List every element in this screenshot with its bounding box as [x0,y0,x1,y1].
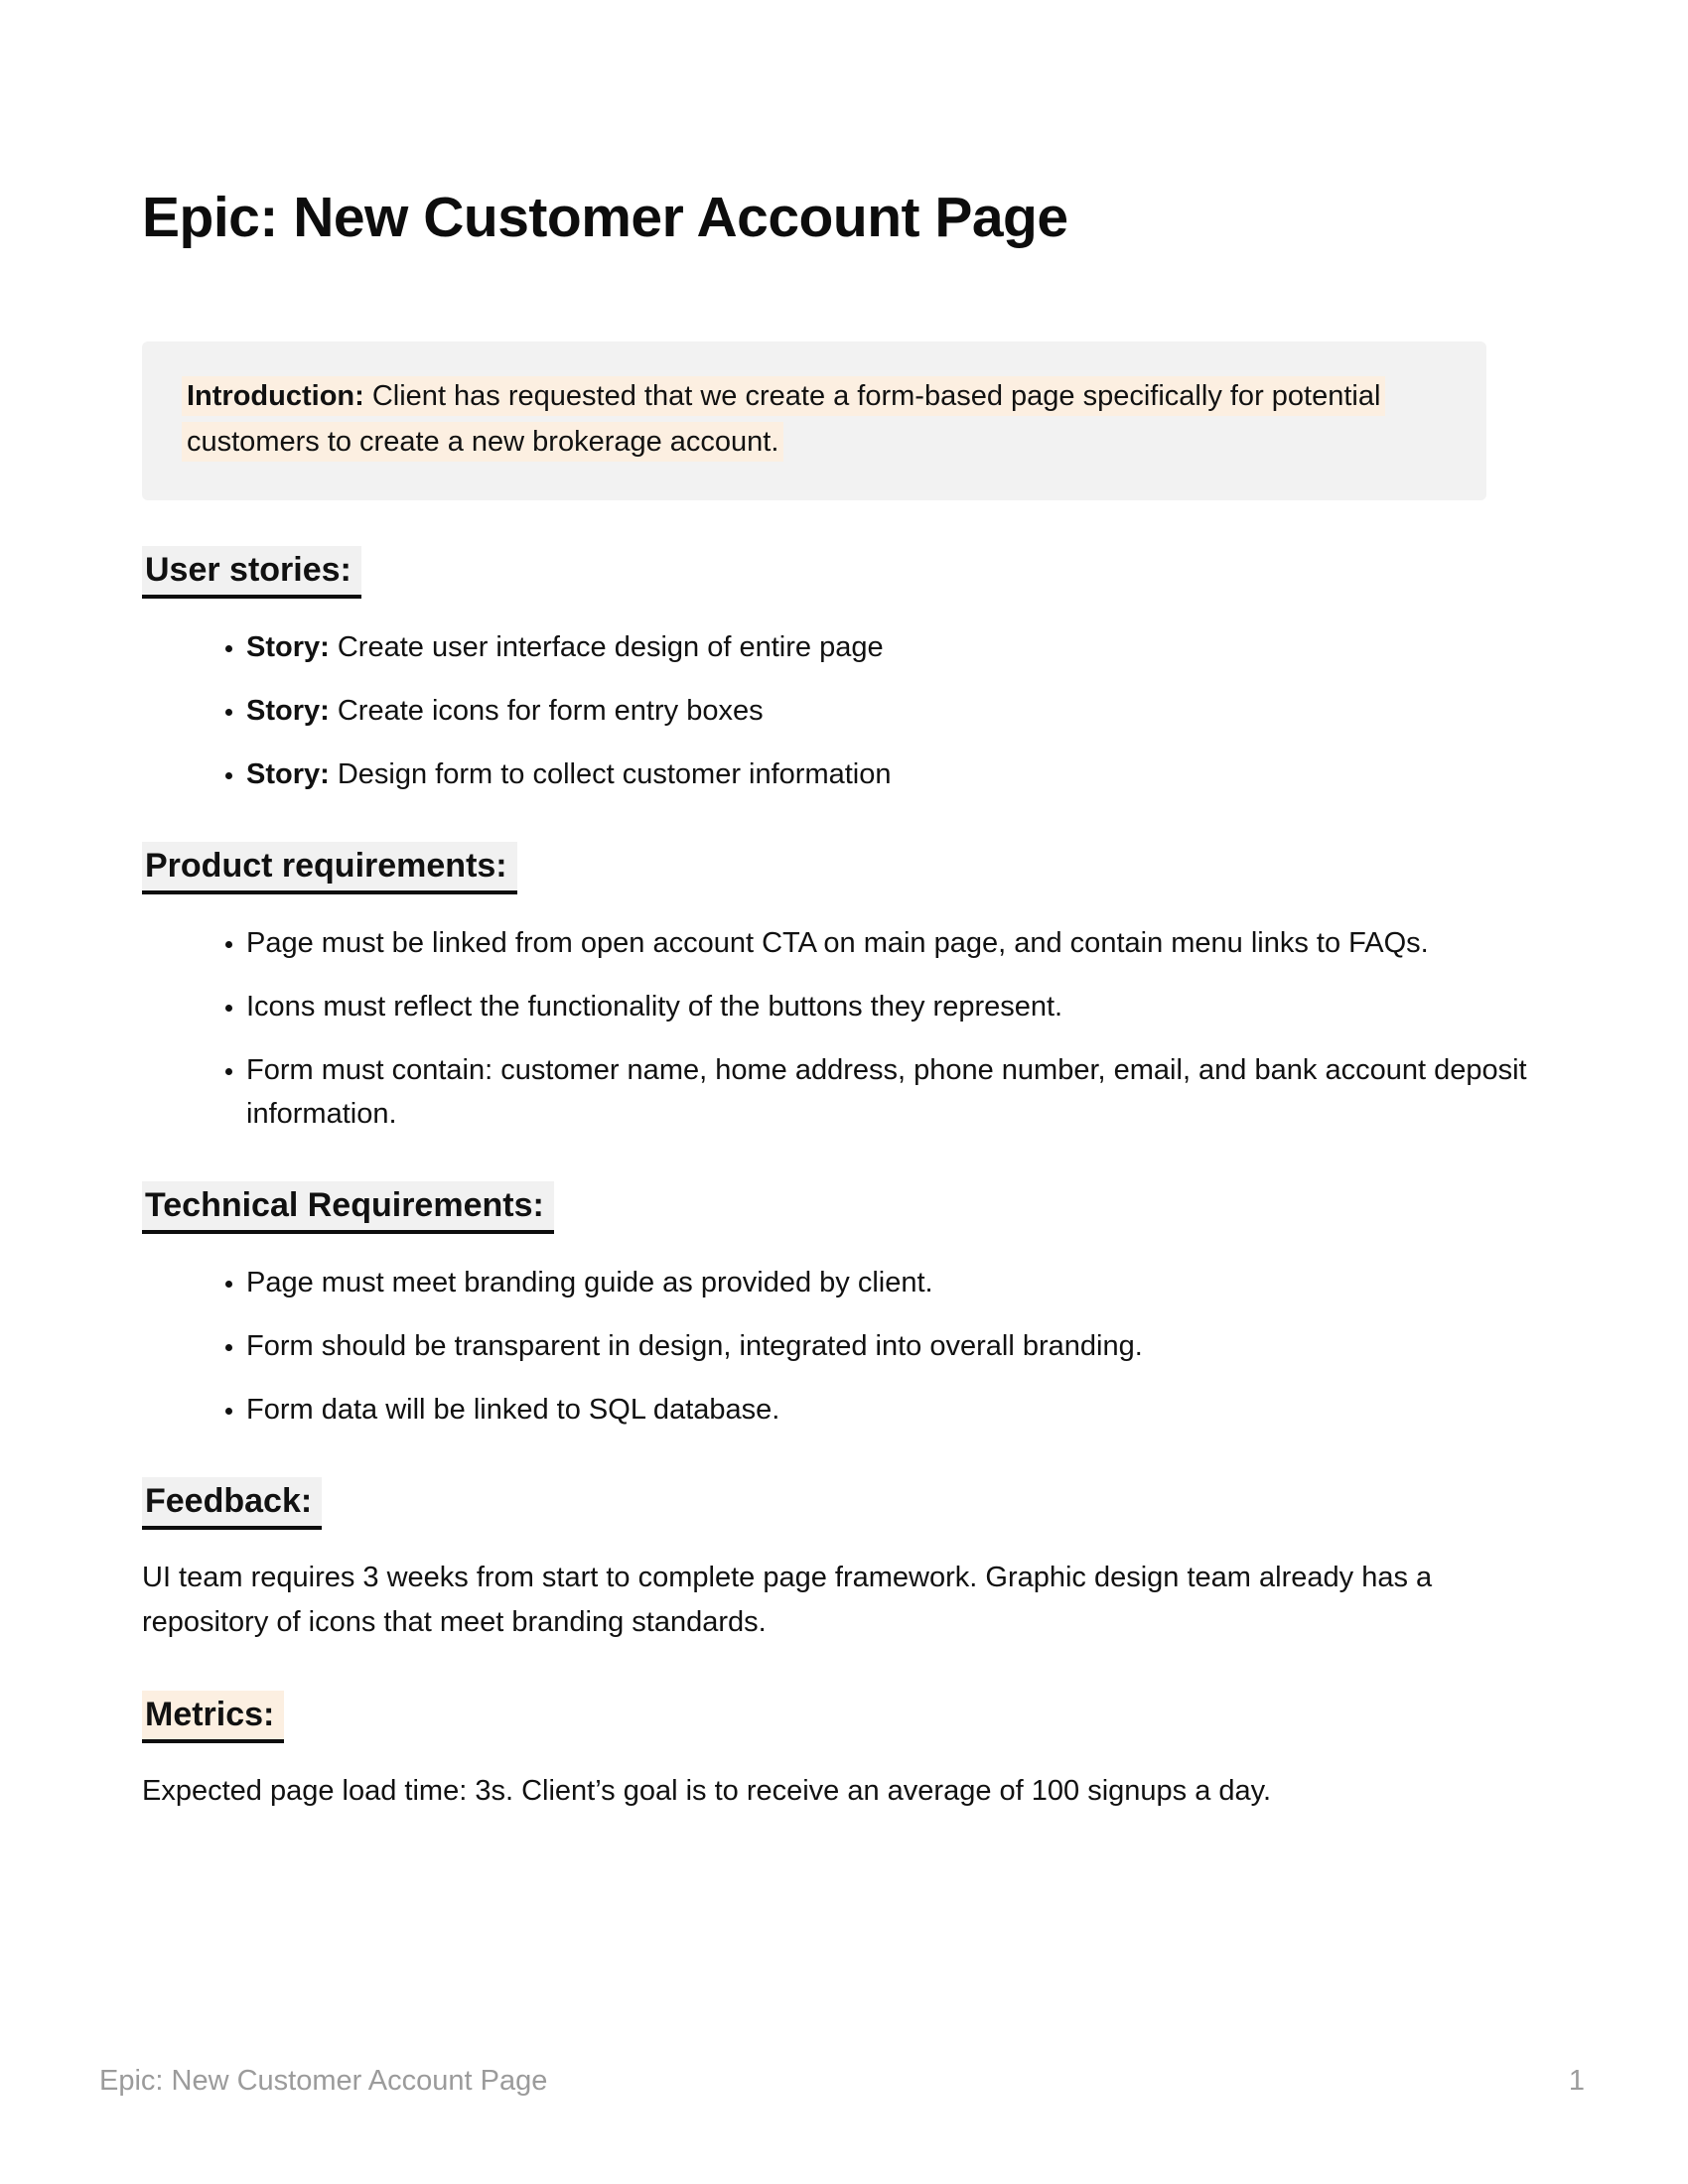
section-heading-feedback: Feedback: [142,1477,1546,1530]
list-item: • Form data will be linked to SQL database. [246,1388,1546,1432]
document-content [142,0,1546,1814]
section-heading-metrics: Metrics: [142,1691,1546,1743]
introduction-label: Introduction: [187,380,364,412]
list-item [246,625,1546,669]
section-heading-technical-requirements: Technical Requirements: [142,1181,1546,1234]
user-stories-list [142,625,1546,796]
section-heading-user-stories: User stories: [142,546,1546,599]
story-label: Story: [246,758,330,790]
list-item: • Page must meet branding guide as provided by client. [246,1261,1546,1304]
product-requirements-list [142,921,1546,1136]
feedback-paragraph: UI team requires 3 weeks from start to complete page framework. Graphic design team already has a repository of icons that meet branding standards. [142,1562,1433,1638]
story-text: Create icons for form entry boxes [329,695,764,727]
footer-page-number: 1 [1568,2065,1585,2097]
introduction-highlight [182,376,1385,462]
story-label: Story: [246,695,330,727]
section-heading-product-requirements: Product requirements: [142,842,1546,894]
page-footer [99,2060,1585,2103]
list-item: • Form must contain: customer name, home address, phone number, email, and bank account deposit information. [246,1048,1546,1136]
story-text: Create user interface design of entire page [329,631,884,663]
story-text: Design form to collect customer information [329,758,892,790]
list-item [246,752,1546,796]
story-label: Story: [246,631,330,663]
introduction-callout [142,341,1486,500]
metrics-paragraph: Expected page load time: 3s. Client’s goal is to receive an average of 100 signups a day. [142,1775,1272,1807]
list-item: • Page must be linked from open account CTA on main page, and contain menu links to FAQs. [246,921,1546,965]
technical-requirements-list [142,1261,1546,1432]
introduction-text: Client has requested that we create a form-based page specifically for potential customers to create a new brokerage account. [187,380,1381,458]
page-title: Epic: New Customer Account Page [142,186,1068,249]
list-item: • Icons must reflect the functionality of the buttons they represent. [246,985,1546,1028]
list-item: • Form should be transparent in design, integrated into overall branding. [246,1324,1546,1368]
footer-document-title: Epic: New Customer Account Page [99,2065,548,2097]
list-item [246,689,1546,733]
